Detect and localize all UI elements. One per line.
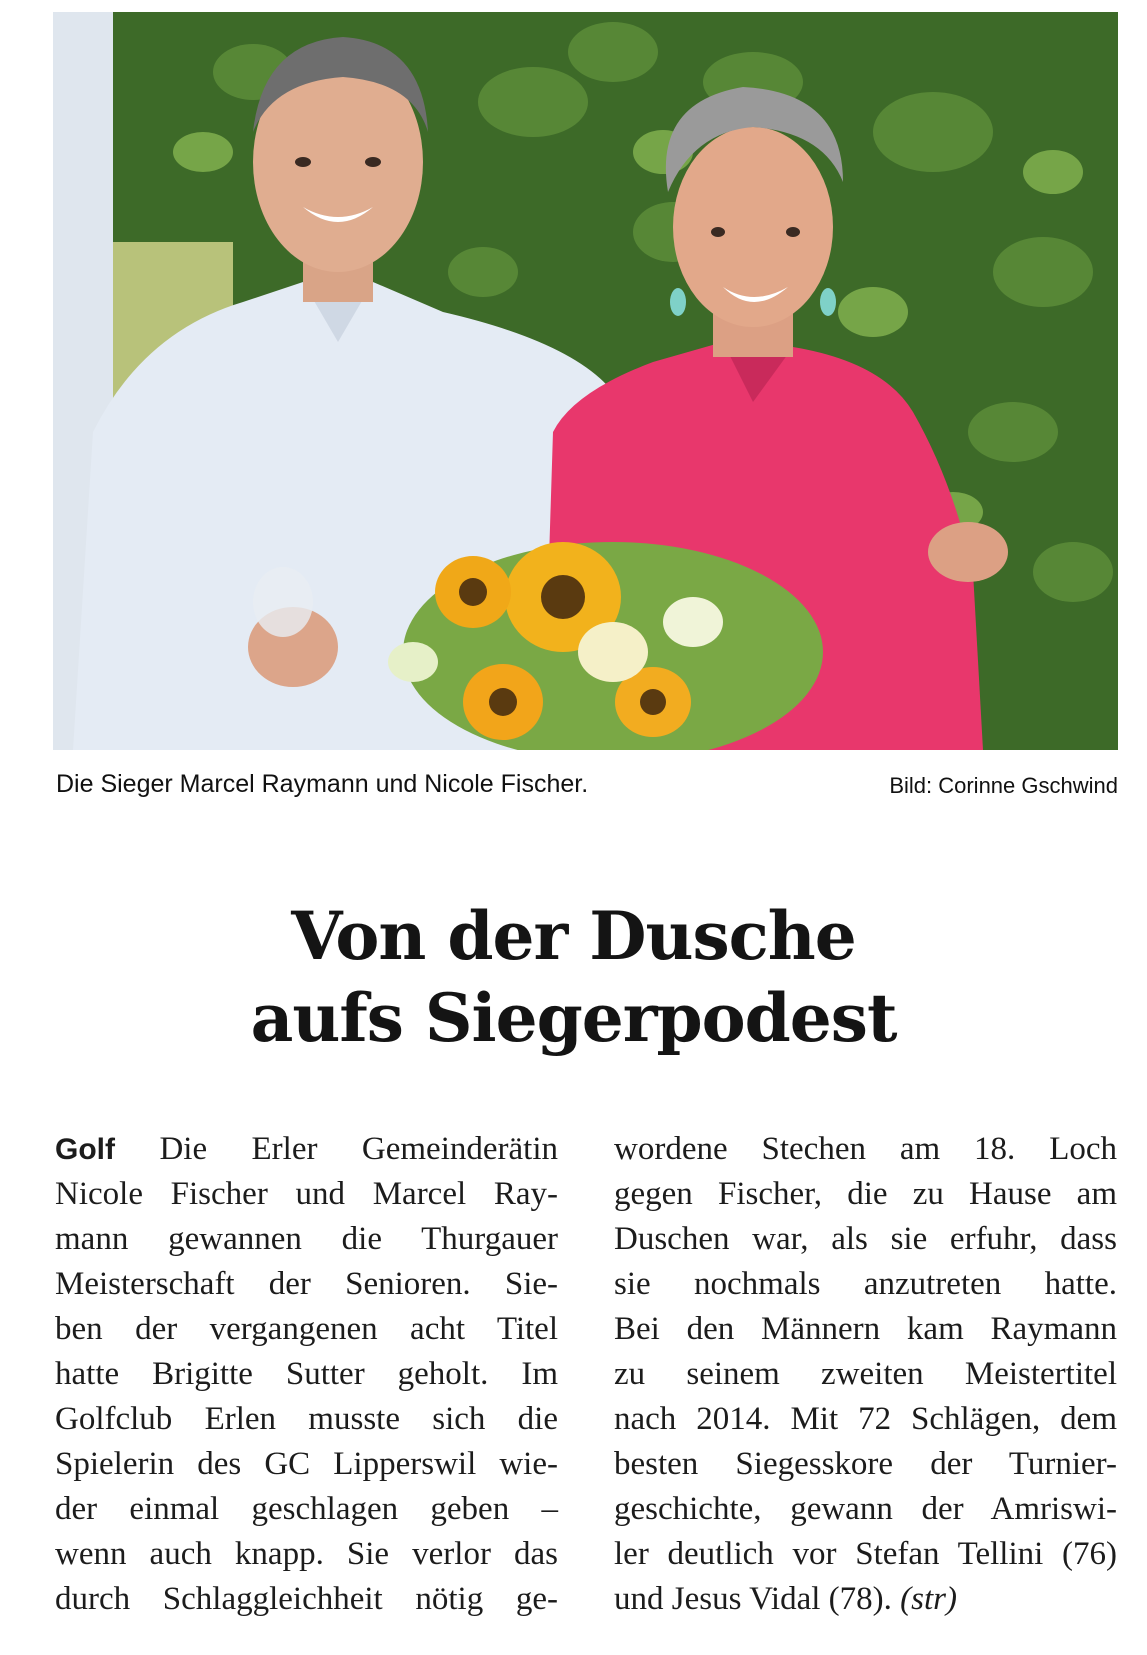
article-line: Meisterschaft der Senioren. Sie- [55,1266,558,1302]
article-line: und Jesus Vidal (78). (str) [614,1581,957,1617]
kicker: Golf [55,1133,115,1166]
article-line: Golf Die Erler Gemeinderätin [55,1131,558,1167]
article-photo [53,12,1118,750]
article-line: wordene Stechen am 18. Loch [614,1131,1117,1167]
author-signature: (str) [900,1581,957,1617]
article-line: Spielerin des GC Lipperswil wie- [55,1446,558,1482]
headline-line-1: Von der Dusche [291,897,856,975]
article-line: der einmal geschlagen geben – [55,1491,558,1527]
article-line: nach 2014. Mit 72 Schlägen, dem [614,1401,1117,1437]
article-line: Nicole Fischer und Marcel Ray- [55,1176,558,1212]
article-line: gegen Fischer, die zu Hause am [614,1176,1117,1212]
photo-winners-icon [53,12,1118,750]
article-line: Golfclub Erlen musste sich die [55,1401,558,1437]
article-line: Bei den Männern kam Raymann [614,1311,1117,1347]
headline [0,895,1147,1059]
article-column-2 [614,1127,1117,1622]
article-line: ler deutlich vor Stefan Tellini (76) [614,1536,1117,1572]
article-column-1 [55,1127,558,1622]
article-line: sie nochmals anzutreten hatte. [614,1266,1117,1302]
caption-text: Die Sieger Marcel Raymann und Nicole Fischer. [56,770,589,798]
article-line: Duschen war, als sie erfuhr, dass [614,1221,1117,1257]
article-line: geschichte, gewann der Amriswi- [614,1491,1117,1527]
article-line: durch Schlaggleichheit nötig ge- [55,1581,558,1617]
article-line: mann gewannen die Thurgauer [55,1221,558,1257]
photo-caption [56,770,1118,804]
article-line: ben der vergangenen acht Titel [55,1311,558,1347]
article-line: wenn auch knapp. Sie verlor das [55,1536,558,1572]
article-line: besten Siegesskore der Turnier- [614,1446,1117,1482]
photo-credit: Bild: Corinne Gschwind [889,773,1118,798]
headline-line-2: aufs Siegerpodest [250,979,897,1057]
article-line: zu seinem zweiten Meistertitel [614,1356,1117,1392]
article-line: hatte Brigitte Sutter geholt. Im [55,1356,558,1392]
